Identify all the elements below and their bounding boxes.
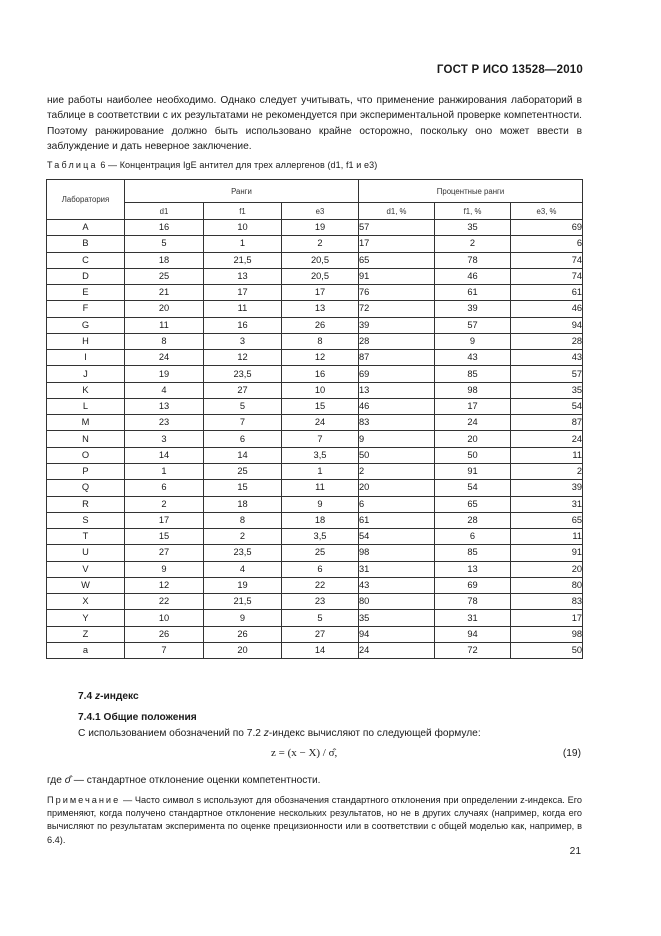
lab-cell: G [47,317,125,333]
value-cell: 13 [282,301,359,317]
value-cell: 57 [359,220,435,236]
table-row [47,431,583,447]
formula-number: (19) [562,748,581,759]
lab-cell: O [47,447,125,463]
lab-cell: Z [47,626,125,642]
lab-cell: D [47,268,125,284]
subsection-number: 7.4.1 [78,712,101,723]
value-cell: 14 [282,642,359,658]
value-cell: 46 [511,301,583,317]
section-7-4-1-heading [78,712,197,723]
value-cell: 27 [125,545,204,561]
value-cell: 20 [435,431,511,447]
value-cell: 76 [359,285,435,301]
subsection-title: Общие положения [103,712,197,723]
value-cell: 31 [359,561,435,577]
value-cell: 9 [204,610,282,626]
value-cell: 12 [282,350,359,366]
value-cell: 9 [282,496,359,512]
value-cell: 46 [435,268,511,284]
value-cell: 61 [359,512,435,528]
table-row [47,545,583,561]
value-cell: 18 [125,252,204,268]
value-cell: 18 [204,496,282,512]
value-cell: 24 [511,431,583,447]
section-z-symbol: z [95,691,101,702]
value-cell: 24 [282,415,359,431]
value-cell: 65 [435,496,511,512]
value-cell: 85 [435,545,511,561]
value-cell: 94 [435,626,511,642]
lab-cell: X [47,594,125,610]
value-cell: 23,5 [204,366,282,382]
lab-cell: U [47,545,125,561]
value-cell: 17 [204,285,282,301]
lab-cell: S [47,512,125,528]
value-cell: 6 [125,480,204,496]
value-cell: 80 [511,577,583,593]
lab-cell: A [47,220,125,236]
lab-cell: W [47,577,125,593]
value-cell: 16 [125,220,204,236]
value-cell: 91 [435,463,511,479]
value-cell: 85 [435,366,511,382]
value-cell: 14 [204,447,282,463]
table-row [47,463,583,479]
table-row [47,642,583,658]
value-cell: 39 [359,317,435,333]
value-cell: 31 [511,496,583,512]
lab-cell: M [47,415,125,431]
lab-cell: R [47,496,125,512]
value-cell: 17 [435,398,511,414]
value-cell: 7 [204,415,282,431]
value-cell: 72 [435,642,511,658]
value-cell: 5 [125,236,204,252]
table-row [47,415,583,431]
value-cell: 50 [435,447,511,463]
value-cell: 10 [282,382,359,398]
table-caption-label: Таблица [47,160,98,170]
value-cell: 14 [125,447,204,463]
value-cell: 8 [282,333,359,349]
value-cell: 6 [204,431,282,447]
lab-cell: I [47,350,125,366]
value-cell: 74 [511,268,583,284]
value-cell: 24 [125,350,204,366]
paragraph-text-before: С использованием обозначений по 7.2 [78,728,264,739]
table-row [47,398,583,414]
value-cell: 11 [204,301,282,317]
header-e3-percent: e3, % [511,203,583,220]
value-cell: 31 [435,610,511,626]
value-cell: 25 [204,463,282,479]
value-cell: 15 [125,529,204,545]
value-cell: 80 [359,594,435,610]
value-cell: 11 [511,447,583,463]
value-cell: 83 [359,415,435,431]
lab-cell: L [47,398,125,414]
note-text: — Часто символ s используют для обозначения стандартного отклонения при определении z-индекса. Его применяют, когда получено стандартное отклонение нескольких результатов, но не в других случаях (например, когда его вычисляют по результатам эксперимента по оценке прецизионности или в соответствии с общей моделью как, например, в 6.4). [47,795,582,845]
value-cell: 2 [282,236,359,252]
intro-paragraph: ние работы наиболее необходимо. Однако следует учитывать, что применение ранжирования лабораторий в таблице в соответствии с их результатами не рекомендуется при экспериментальной проверке компетентности. Поэтому ранжирование должно быть использовано крайне осторожно, поскольку оно может ввести в заблуждение и дать неверное заключение. [47,95,582,153]
table-row [47,610,583,626]
page-number: 21 [569,846,581,857]
value-cell: 9 [359,431,435,447]
lab-cell: N [47,431,125,447]
value-cell: 10 [204,220,282,236]
table-row [47,480,583,496]
value-cell: 21,5 [204,252,282,268]
value-cell: 19 [282,220,359,236]
value-cell: 26 [125,626,204,642]
lab-cell: J [47,366,125,382]
table-row [47,236,583,252]
value-cell: 91 [359,268,435,284]
value-cell: 22 [125,594,204,610]
value-cell: 94 [359,626,435,642]
value-cell: 54 [435,480,511,496]
value-cell: 65 [511,512,583,528]
value-cell: 6 [511,236,583,252]
value-cell: 3 [204,333,282,349]
value-cell: 43 [511,350,583,366]
value-cell: 43 [359,577,435,593]
value-cell: 87 [359,350,435,366]
table-row [47,268,583,284]
value-cell: 15 [204,480,282,496]
value-cell: 20 [125,301,204,317]
lab-cell: Q [47,480,125,496]
value-cell: 24 [435,415,511,431]
value-cell: 8 [204,512,282,528]
value-cell: 94 [511,317,583,333]
symbol-definition [47,773,582,788]
value-cell: 57 [511,366,583,382]
value-cell: 17 [125,512,204,528]
value-cell: 4 [204,561,282,577]
value-cell: 16 [282,366,359,382]
value-cell: 21,5 [204,594,282,610]
table-caption [47,160,377,170]
value-cell: 10 [125,610,204,626]
value-cell: 20 [359,480,435,496]
lab-cell: P [47,463,125,479]
value-cell: 24 [359,642,435,658]
value-cell: 16 [204,317,282,333]
value-cell: 13 [125,398,204,414]
value-cell: 20,5 [282,268,359,284]
note-paragraph [47,794,582,847]
value-cell: 2 [125,496,204,512]
table-row [47,561,583,577]
value-cell: 6 [282,561,359,577]
value-cell: 28 [359,333,435,349]
value-cell: 39 [511,480,583,496]
table-row [47,350,583,366]
value-cell: 57 [435,317,511,333]
table-body [47,220,583,659]
value-cell: 20 [204,642,282,658]
z-score-formula: z = (x − X) / σ̂, [271,747,338,759]
value-cell: 26 [282,317,359,333]
value-cell: 54 [511,398,583,414]
value-cell: 54 [359,529,435,545]
lab-cell: H [47,333,125,349]
value-cell: 69 [435,577,511,593]
value-cell: 87 [511,415,583,431]
value-cell: 3,5 [282,447,359,463]
value-cell: 1 [204,236,282,252]
document-header: ГОСТ Р ИСО 13528—2010 [436,64,583,76]
value-cell: 78 [435,594,511,610]
value-cell: 74 [511,252,583,268]
header-laboratory: Лаборатория [47,180,125,220]
value-cell: 35 [359,610,435,626]
table-row [47,496,583,512]
note-label: Примечание [47,795,121,805]
value-cell: 1 [282,463,359,479]
value-cell: 5 [282,610,359,626]
value-cell: 69 [359,366,435,382]
header-f1: f1 [204,203,282,220]
value-cell: 61 [435,285,511,301]
value-cell: 20,5 [282,252,359,268]
value-cell: 11 [511,529,583,545]
value-cell: 13 [204,268,282,284]
table-row [47,220,583,236]
value-cell: 28 [511,333,583,349]
value-cell: 11 [282,480,359,496]
lab-cell: F [47,301,125,317]
table-row [47,529,583,545]
sigma-hat-symbol: σ̂ [64,775,71,786]
value-cell: 2 [435,236,511,252]
table-row [47,447,583,463]
value-cell: 19 [125,366,204,382]
lab-cell: T [47,529,125,545]
value-cell: 6 [435,529,511,545]
lab-cell: Y [47,610,125,626]
value-cell: 4 [125,382,204,398]
lab-cell: K [47,382,125,398]
table-row [47,577,583,593]
value-cell: 23,5 [204,545,282,561]
definition-prefix: где [47,775,62,786]
value-cell: 39 [435,301,511,317]
value-cell: 17 [511,610,583,626]
paragraph-text-after: -индекс вычисляют по следующей формуле: [268,728,481,739]
value-cell: 91 [511,545,583,561]
table-row [47,366,583,382]
value-cell: 15 [282,398,359,414]
value-cell: 2 [359,463,435,479]
value-cell: 25 [282,545,359,561]
formula-intro-paragraph [78,726,578,741]
value-cell: 46 [359,398,435,414]
lab-cell: V [47,561,125,577]
header-f1-percent: f1, % [435,203,511,220]
value-cell: 65 [359,252,435,268]
lab-cell: a [47,642,125,658]
value-cell: 18 [282,512,359,528]
value-cell: 25 [125,268,204,284]
value-cell: 50 [511,642,583,658]
value-cell: 9 [435,333,511,349]
table-row [47,382,583,398]
value-cell: 19 [204,577,282,593]
value-cell: 78 [435,252,511,268]
table-row [47,512,583,528]
value-cell: 1 [125,463,204,479]
value-cell: 27 [204,382,282,398]
value-cell: 21 [125,285,204,301]
lab-cell: E [47,285,125,301]
value-cell: 23 [125,415,204,431]
value-cell: 35 [435,220,511,236]
value-cell: 27 [282,626,359,642]
lab-cell: B [47,236,125,252]
value-cell: 11 [125,317,204,333]
section-7-4-heading [78,691,139,702]
value-cell: 72 [359,301,435,317]
value-cell: 83 [511,594,583,610]
table-row [47,333,583,349]
value-cell: 8 [125,333,204,349]
value-cell: 98 [359,545,435,561]
table-row [47,252,583,268]
value-cell: 98 [435,382,511,398]
value-cell: 22 [282,577,359,593]
value-cell: 28 [435,512,511,528]
value-cell: 43 [435,350,511,366]
value-cell: 26 [204,626,282,642]
header-ranks: Ранги [125,180,359,203]
table-row [47,301,583,317]
definition-text: — стандартное отклонение оценки компетентности. [73,775,321,786]
value-cell: 35 [511,382,583,398]
value-cell: 5 [204,398,282,414]
value-cell: 69 [511,220,583,236]
section-number: 7.4 [78,691,93,702]
value-cell: 7 [282,431,359,447]
value-cell: 3,5 [282,529,359,545]
value-cell: 23 [282,594,359,610]
value-cell: 2 [204,529,282,545]
value-cell: 7 [125,642,204,658]
header-d1-percent: d1, % [359,203,435,220]
value-cell: 6 [359,496,435,512]
header-percent-ranks: Процентные ранги [359,180,583,203]
value-cell: 50 [359,447,435,463]
value-cell: 13 [435,561,511,577]
lab-cell: C [47,252,125,268]
ranking-table [46,179,583,659]
table-row [47,317,583,333]
value-cell: 3 [125,431,204,447]
header-d1: d1 [125,203,204,220]
value-cell: 17 [282,285,359,301]
table-row [47,626,583,642]
value-cell: 9 [125,561,204,577]
header-e3: e3 [282,203,359,220]
value-cell: 17 [359,236,435,252]
value-cell: 12 [204,350,282,366]
section-title: -индекс [100,691,139,702]
value-cell: 98 [511,626,583,642]
table-row [47,594,583,610]
value-cell: 20 [511,561,583,577]
table-caption-text: 6 — Концентрация IgE антител для трех аллергенов (d1, f1 и e3) [100,160,378,170]
value-cell: 13 [359,382,435,398]
value-cell: 2 [511,463,583,479]
paragraph-z-symbol: z [263,728,269,739]
value-cell: 12 [125,577,204,593]
table-row [47,285,583,301]
value-cell: 61 [511,285,583,301]
